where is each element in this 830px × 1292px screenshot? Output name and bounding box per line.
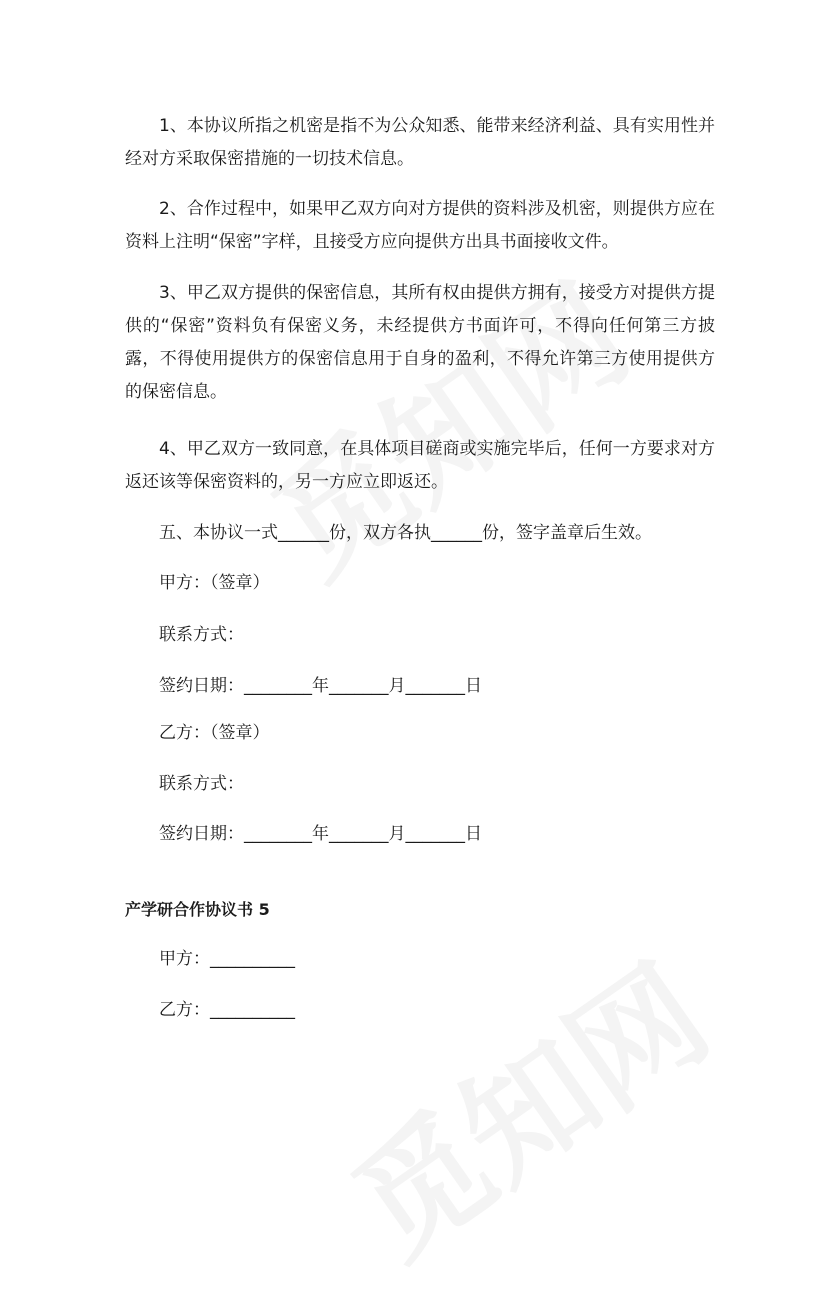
clause-3: 3、甲乙双方提供的保密信息，其所有权由提供方拥有，接受方对提供方提供的“保密”资料负有保密义务，未经提供方书面许可，不得向任何第三方披露，不得使用提供方的保密信息用于自身的盈利，不得允许第三方使用提供方的保密信息。 — [125, 283, 715, 402]
clause-2: 2、合作过程中，如果甲乙双方向对方提供的资料涉及机密，则提供方应在资料上注明“保密”字样，且接受方应向提供方出具书面接收文件。 — [125, 199, 715, 252]
next-party-b: 乙方：__________ — [159, 1000, 295, 1020]
party-b-contact: 联系方式： — [159, 774, 244, 794]
party-a-contact: 联系方式： — [159, 625, 244, 645]
copies-line: 五、本协议一式______份，双方各执______份，签字盖章后生效。 — [159, 523, 652, 543]
next-party-a: 甲方：__________ — [159, 949, 295, 969]
party-b-date: 签约日期：________年_______月_______日 — [159, 824, 482, 844]
party-a-label: 甲方：（签章） — [159, 573, 270, 593]
section-title: 产学研合作协议书 5 — [125, 900, 270, 919]
watermark — [312, 915, 739, 1292]
clause-4: 4、甲乙双方一致同意，在具体项目磋商或实施完毕后，任何一方要求对方返还该等保密资料的，另一方应立即返还。 — [125, 439, 715, 492]
party-a-date: 签约日期：________年_______月_______日 — [159, 676, 482, 696]
clause-1: 1、本协议所指之机密是指不为公众知悉、能带来经济利益、具有实用性并经对方采取保密措施的一切技术信息。 — [125, 116, 715, 169]
party-b-label: 乙方：（签章） — [159, 723, 270, 743]
